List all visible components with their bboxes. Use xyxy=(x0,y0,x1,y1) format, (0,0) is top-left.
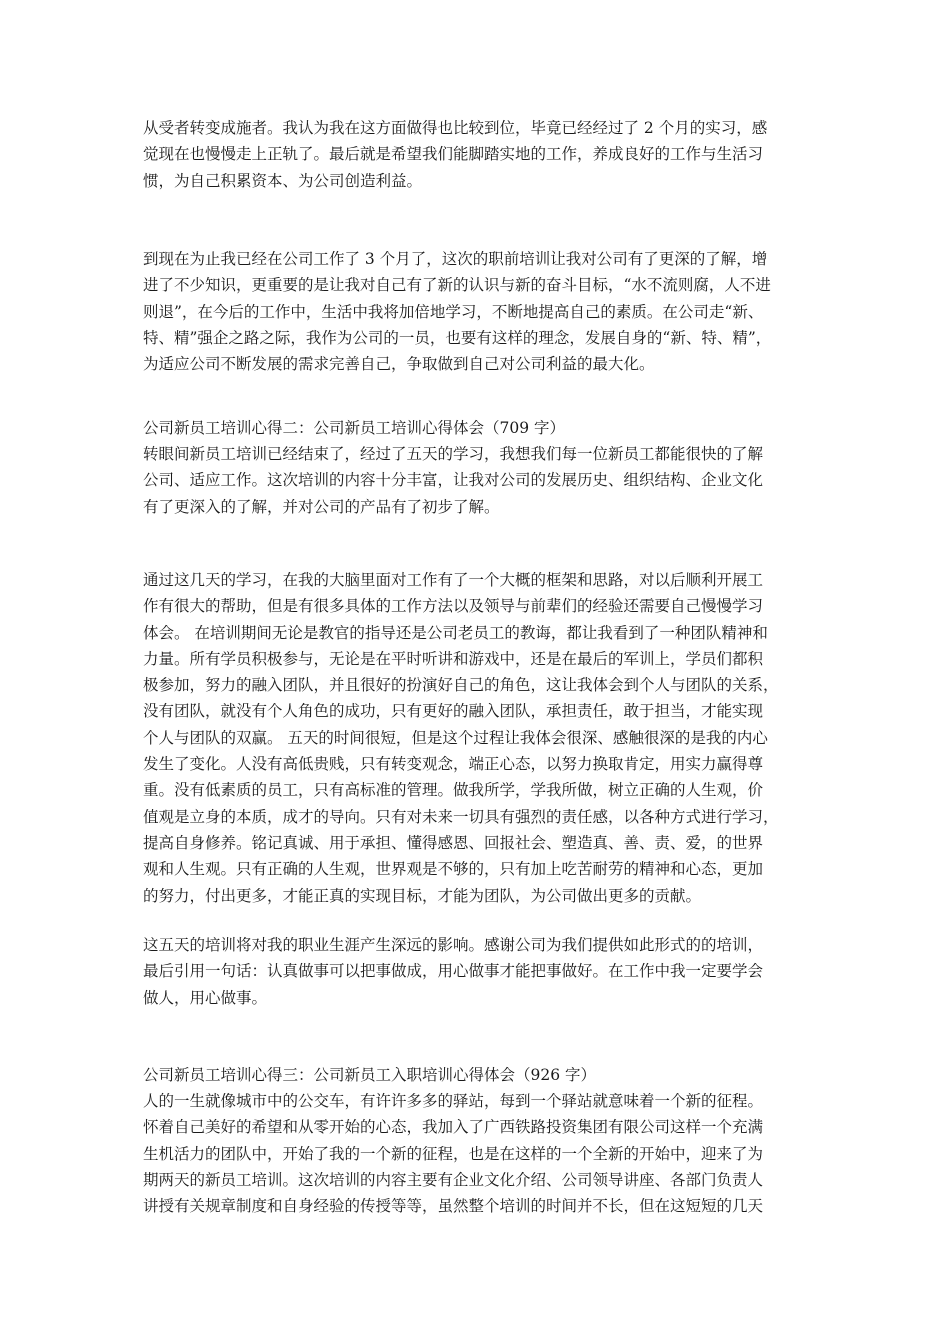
paragraph-line: 怀着自己美好的希望和从零开始的心态，我加入了广西铁路投资集团有限公司这样一个充满 xyxy=(143,1118,764,1137)
paragraph-line: 重。没有低素质的员工，只有高标准的管理。做我所学，学我所做，树立正确的人生观，价 xyxy=(143,781,764,800)
paragraph-line: 发生了变化。人没有高低贵贱，只有转变观念，端正心态，以努力换取肯定，用实力赢得尊 xyxy=(143,755,764,774)
paragraph-line: 有了更深入的了解，并对公司的产品有了初步了解。 xyxy=(143,497,500,516)
paragraph-3 xyxy=(143,441,811,520)
paragraph-line: 期两天的新员工培训。这次培训的内容主要有企业文化介绍、公司领导讲座、各部门负责人 xyxy=(143,1170,764,1189)
paragraph-line: 人的一生就像城市中的公交车，有许许多多的驿站，每到一个驿站就意味着一个新的征程。 xyxy=(143,1092,764,1110)
paragraph-6 xyxy=(143,1088,811,1219)
paragraph-line: 最后引用一句话：认真做事可以把事做成，用心做事才能把事做好。在工作中我一定要学会 xyxy=(143,962,764,981)
paragraph-line: 这五天的培训将对我的职业生涯产生深远的影响。感谢公司为我们提供如此形式的的培训， xyxy=(143,936,764,954)
section-heading-2: 公司新员工培训心得二：公司新员工培训心得体会（709 字） xyxy=(143,419,566,437)
paragraph-line: 观和人生观。只有正确的人生观，世界观是不够的，只有加上吃苦耐劳的精神和心态，更加 xyxy=(143,860,764,879)
paragraph-line: 转眼间新员工培训已经结束了，经过了五天的学习，我想我们每一位新员工都能很快的了解 xyxy=(143,445,764,463)
paragraph-line: 生机活力的团队中，开始了我的一个新的征程，也是在这样的一个全新的开始中，迎来了为 xyxy=(143,1144,764,1163)
paragraph-line: 的努力，付出更多，才能正真的实现目标，才能为团队，为公司做出更多的贡献。 xyxy=(143,886,702,905)
paragraph-4 xyxy=(143,567,811,909)
paragraph-line: 从受者转变成施者。我认为我在这方面做得也比较到位，毕竟已经经过了 2 个月的实习，感 xyxy=(143,119,768,137)
paragraph-line: 惯，为自己积累资本、为公司创造利益。 xyxy=(143,171,423,190)
paragraph-5 xyxy=(143,932,811,1011)
paragraph-line: 作有很大的帮助，但是有很多具体的工作方法以及领导与前辈们的经验还需要自己慢慢学习 xyxy=(143,597,764,616)
paragraph-line: 特、精”强企之路之际，我作为公司的一员，也要有这样的理念，发展自身的“新、特、精”， xyxy=(143,328,772,347)
paragraph-line: 没有团队，就没有个人角色的成功，只有更好的融入团队，承担责任，敢于担当，才能实现 xyxy=(143,702,764,721)
paragraph-line: 到现在为止我已经在公司工作了 3 个月了，这次的职前培训让我对公司有了更深的了解，增 xyxy=(143,250,768,268)
paragraph-line: 为适应公司不断发展的需求完善自己，争取做到自己对公司利益的最大化。 xyxy=(143,355,655,374)
paragraph-line: 讲授有关规章制度和自身经验的传授等等，虽然整个培训的时间并不长，但在这短短的几天 xyxy=(143,1197,764,1216)
paragraph-line: 提高自身修养。铭记真诚、用于承担、懂得感恩、回报社会、塑造真、善、责、爱，的世界 xyxy=(143,833,764,852)
paragraph-line: 通过这几天的学习，在我的大脑里面对工作有了一个大概的框架和思路，对以后顺利开展工 xyxy=(143,571,764,589)
paragraph-line: 体会。 在培训期间无论是教官的指导还是公司老员工的教诲，都让我看到了一种团队精神和 xyxy=(143,623,768,642)
paragraph-line: 值观是立身的本质，成才的导向。只有对未来一切具有强烈的责任感，以各种方式进行学习， xyxy=(143,807,779,826)
paragraph-line: 则退”，在今后的工作中，生活中我将加倍地学习，不断地提高自己的素质。在公司走“新、 xyxy=(143,302,764,321)
section-heading-3: 公司新员工培训心得三：公司新员工入职培训心得体会（926 字） xyxy=(143,1066,597,1084)
paragraph-line: 进了不少知识，更重要的是让我对自己有了新的认识与新的奋斗目标，“水不流则腐，人不进 xyxy=(143,276,771,295)
paragraph-line: 力量。所有学员积极参与，无论是在平时听讲和游戏中，还是在最后的军训上，学员们都积 xyxy=(143,649,764,668)
paragraph-line: 觉现在也慢慢走上正轨了。最后就是希望我们能脚踏实地的工作，养成良好的工作与生活习 xyxy=(143,145,764,164)
paragraph-line: 个人与团队的双赢。 五天的时间很短，但是这个过程让我体会很深、感触很深的是我的内心 xyxy=(143,728,768,747)
paragraph-line: 公司、适应工作。这次培训的内容十分丰富，让我对公司的发展历史、组织结构、企业文化 xyxy=(143,471,764,490)
paragraph-line: 极参加，努力的融入团队，并且很好的扮演好自己的角色，这让我体会到个人与团队的关系， xyxy=(143,676,779,695)
paragraph-line: 做人，用心做事。 xyxy=(143,988,268,1007)
paragraph-2 xyxy=(143,246,811,377)
paragraph-1 xyxy=(143,115,811,194)
